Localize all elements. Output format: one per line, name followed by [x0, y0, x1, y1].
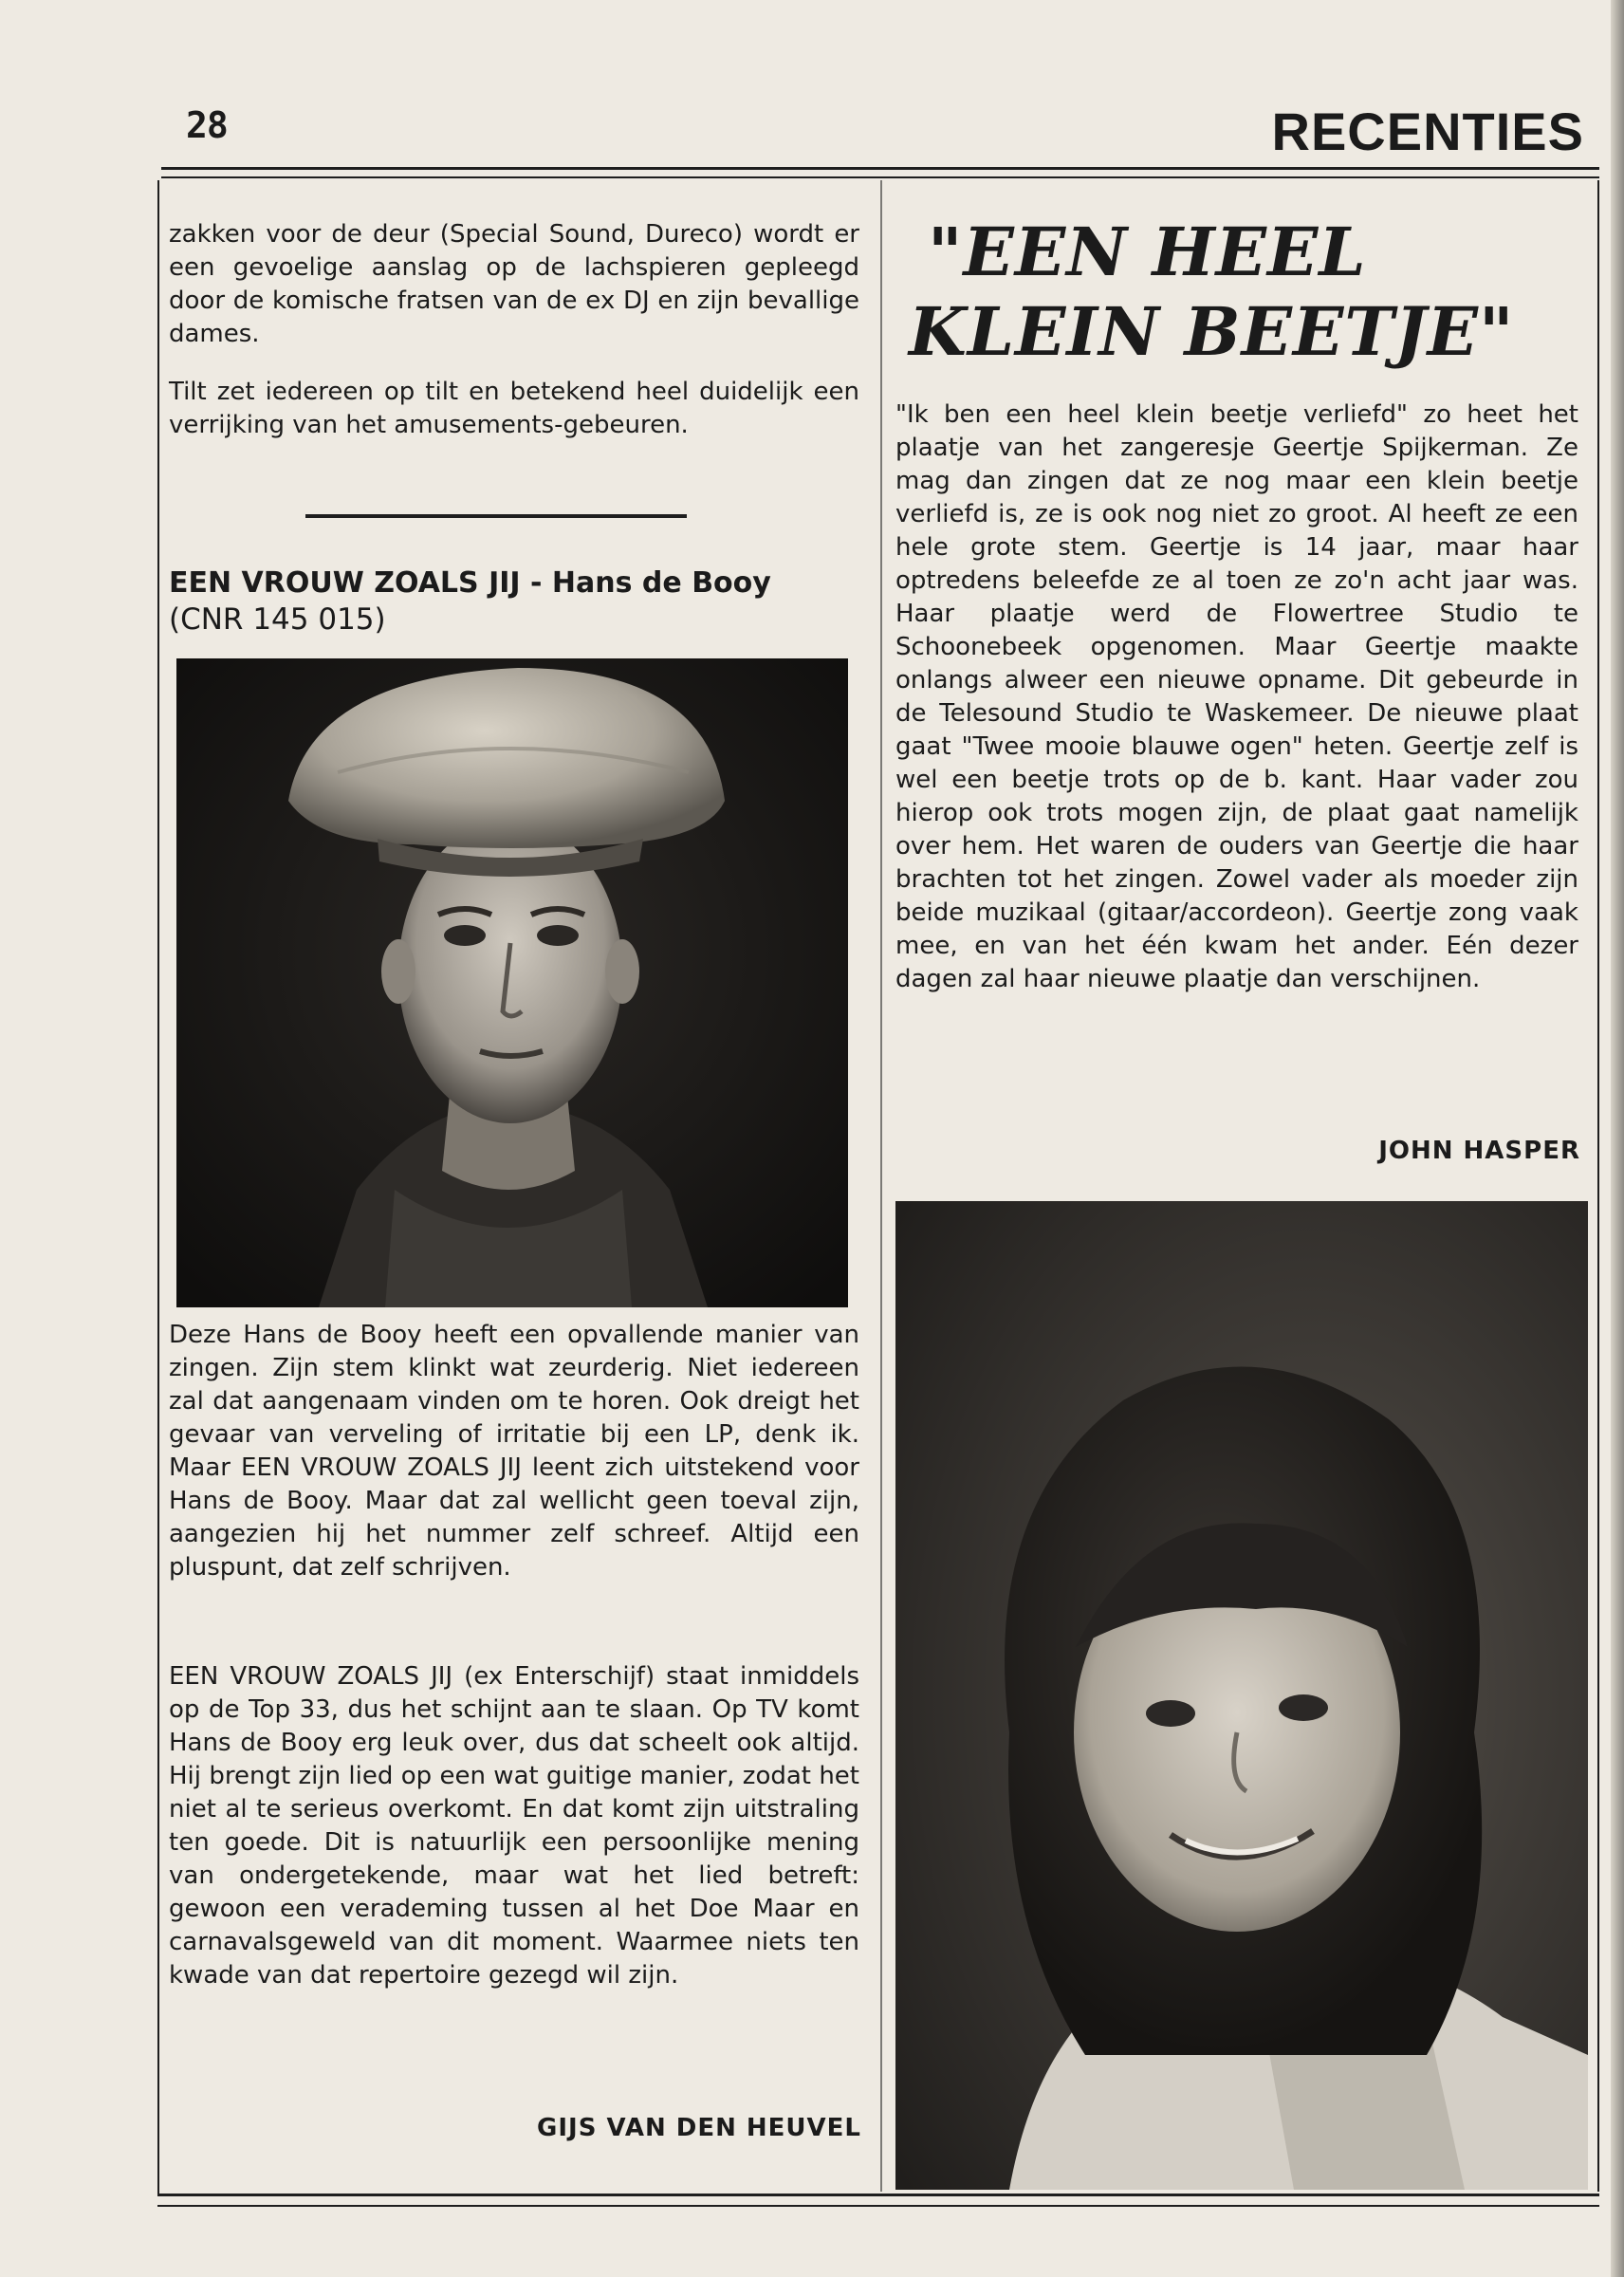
intro-paragraph-1: zakken voor de deur (Special Sound, Dureco) wordt er een gevoelige aanslag op de lachspieren gepleegd door de komische fratsen van de ex DJ en zijn bevallige dames. — [169, 220, 859, 348]
feature-headline — [909, 213, 1573, 372]
header-rule-top — [161, 167, 1599, 170]
portrait-man-in-cap-illustration — [176, 658, 848, 1307]
feature-article-text: "Ik ben een heel klein beetje verliefd" zo heet het plaatje van het zangeresje Geertje Spijkerman. Ze mag dan zingen dat ze nog maar een klein beetje verliefd is, ze is ook nog niet zo groot. Al heeft ze een hele grote stem. Geertje is 14 jaar, maar haar optredens beleefde ze al toen ze zo'n acht jaar was. Haar plaatje werd de Flowertree Studio te Schoonebeek opgenomen. Maar Geertje maakte onlangs alweer een nieuwe opname. Dit gebeurde in de Telesound Studio te Waskemeer. De nieuwe plaat gaat "Twee mooie blauwe ogen" heten. Geertje zelf is wel een beetje trots op de b. kant. Haar vader zou hierop ook trots mogen zijn, de plaat gaat namelijk over hem. Het waren de ouders van Geertje die haar brachten tot het zingen. Zowel vader als moeder zijn beide muzikaal (gitaar/accordeon). Geertje zong vaak mee, en van het één kwam het ander. Eén dezer dagen zal haar nieuwe plaatje dan verschijnen. — [895, 400, 1578, 993]
column-divider-line — [880, 180, 882, 2192]
section-title: RECENTIES — [1271, 102, 1584, 161]
footer-rule-bottom — [157, 2205, 1599, 2207]
hans-de-booy-photo — [176, 658, 848, 1307]
headline-line-1: "EEN HEEL — [928, 213, 1367, 291]
review-catalog-number: (CNR 145 015) — [169, 602, 386, 637]
frame-right-line — [1597, 180, 1599, 2192]
left-byline: GIJS VAN DEN HEUVEL — [537, 2114, 861, 2142]
header-rule-bottom — [161, 176, 1599, 178]
frame-left-line — [157, 180, 159, 2195]
portrait-girl-illustration — [895, 1201, 1588, 2190]
review-heading — [169, 565, 871, 638]
page-number: 28 — [186, 104, 228, 146]
headline-line-2: KLEIN BEETJE" — [909, 292, 1515, 371]
page-edge-shadow — [1611, 0, 1624, 2277]
review-paragraph-2: EEN VROUW ZOALS JIJ (ex Enterschijf) staat inmiddels op de Top 33, dus het schijnt aan te slaan. Op TV komt Hans de Booy erg leuk over, dus dat scheelt ook altijd. Hij brengt zijn lied op een wat guitige manier, zodat het niet al te serieus overkomt. En dat komt zijn uitstraling ten goede. Dit is natuurlijk een persoonlijke mening van ondergetekende, maar wat het lied betreft: gewoon een verademing tussen al het Doe Maar en carnavalsgeweld van dit moment. Waarmee niets ten kwade van dat repertoire gezegd wil zijn. — [169, 1662, 859, 1990]
geertje-spijkerman-photo — [895, 1201, 1588, 2190]
review-title: EEN VROUW ZOALS JIJ - Hans de Booy — [169, 566, 771, 600]
section-separator-rule — [305, 514, 687, 518]
review-paragraph-1: Deze Hans de Booy heeft een opvallende manier van zingen. Zijn stem klinkt wat zeurderig. Niet iedereen zal dat aangenaam vinden om te horen. Ook dreigt het gevaar van verveling of irritatie bij een LP, denk ik. Maar EEN VROUW ZOALS JIJ leent zich uitstekend voor Hans de Booy. Maar dat zal wellicht geen toeval zijn, aangezien hij het nummer zelf schreef. Altijd een pluspunt, dat zelf schrijven. — [169, 1321, 859, 1582]
right-byline: JOHN HASPER — [1378, 1137, 1580, 1165]
intro-paragraph-2: Tilt zet iedereen op tilt en betekend heel duidelijk een verrijking van het amusements-gebeuren. — [169, 378, 859, 439]
footer-rule-top — [157, 2194, 1599, 2196]
